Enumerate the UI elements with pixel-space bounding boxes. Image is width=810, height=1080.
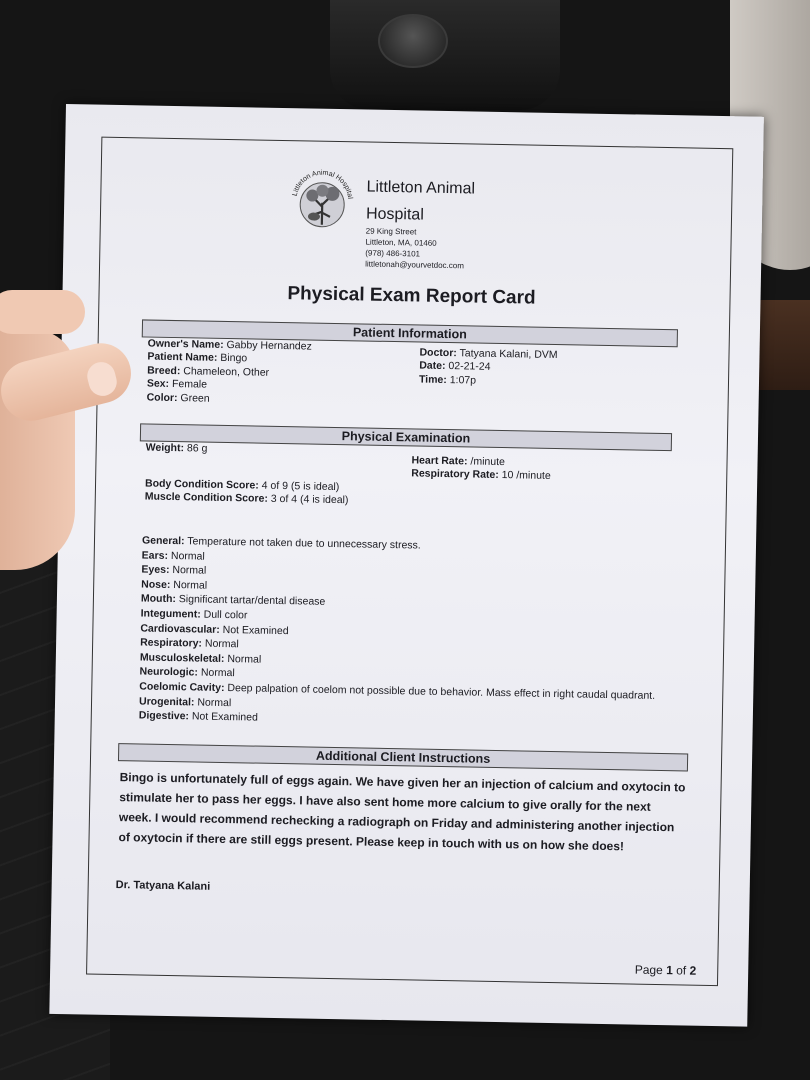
console-knob (378, 14, 448, 68)
page-number: Page 1 of 2 (634, 962, 697, 978)
finger (0, 290, 85, 334)
owner-name-row: Owner's Name: Gabby Hernandez (147, 337, 312, 353)
system-general: General: Temperature not taken due to unnecessary stress. (141, 534, 421, 552)
system-urogenital: Urogenital: Normal (138, 694, 232, 709)
system-eyes: Eyes: Normal (141, 563, 207, 577)
system-neurologic: Neurologic: Normal (139, 665, 235, 680)
system-ears: Ears: Normal (141, 549, 205, 563)
color-row: Color: Green (146, 391, 210, 405)
respiratory-rate-row: Respiratory Rate: 10 /minute (411, 467, 551, 483)
hospital-address (365, 226, 465, 272)
date-row: Date: 02-21-24 (419, 359, 491, 374)
system-integument: Integument: Dull color (140, 607, 248, 622)
physical-exam-heading: Physical Examination (140, 423, 672, 451)
heart-rate-row: Heart Rate: /minute (411, 454, 506, 469)
exam-report-page (49, 104, 764, 1027)
breed-row: Breed: Chameleon, Other (147, 364, 270, 379)
instructions-heading: Additional Client Instructions (118, 743, 688, 771)
body-systems-list (139, 533, 658, 732)
doctor-row: Doctor: Tatyana Kalani, DVM (419, 346, 558, 362)
system-nose: Nose: Normal (141, 578, 208, 592)
car-console (330, 0, 560, 110)
vitals (411, 454, 551, 483)
weight-row: Weight: 86 g (145, 441, 208, 455)
sex-row: Sex: Female (146, 377, 208, 391)
system-musculoskeletal: Musculoskeletal: Normal (139, 651, 262, 666)
muscle-condition-row: Muscle Condition Score: 3 of 4 (4 is ideal) (144, 490, 349, 507)
hospital-name: Littleton Animal Hospital (365, 178, 476, 224)
address-line: 29 King Street (365, 226, 417, 237)
patient-info-right (419, 347, 558, 390)
patient-info-left (147, 338, 312, 408)
system-respiratory: Respiratory: Normal (140, 636, 239, 651)
patient-name-row: Patient Name: Bingo (147, 350, 248, 365)
address-line: Littleton, MA, 01460 (365, 237, 437, 248)
report-title: Physical Exam Report Card (287, 283, 536, 309)
system-coelomic-cavity: Coelomic Cavity: Deep palpation of coelom not possible due to behavior. Mass effect in right caudal quadrant. (139, 680, 656, 702)
condition-scores (145, 478, 349, 509)
holding-hand (0, 290, 140, 580)
hospital-logo (290, 166, 355, 231)
address-line: (978) 486-3101 (365, 248, 421, 259)
system-mouth: Mouth: Significant tartar/dental disease (140, 592, 326, 609)
time-row: Time: 1:07p (418, 373, 477, 387)
patient-info-heading: Patient Information (142, 319, 678, 347)
doctor-signature: Dr. Tatyana Kalani (115, 879, 211, 893)
instructions-text: Bingo is unfortunately full of eggs again. We have given her an injection of calcium and oxytocin to stimulate her to pass her eggs. I have also sent home more calcium to give orally for the next week. I would recommend rechecking a radiograph on Friday and administering another injection of oxytocin if there are still eggs present. Please keep in touch with us on how she does! (118, 770, 686, 854)
address-line: littletonah@yourvetdoc.com (365, 259, 465, 271)
body-condition-row: Body Condition Score: 4 of 9 (5 is ideal) (144, 477, 340, 494)
logo-text: Littleton Animal Hospital (291, 169, 354, 200)
system-cardiovascular: Cardiovascular: Not Examined (140, 622, 289, 637)
system-digestive: Digestive: Not Examined (138, 709, 258, 724)
